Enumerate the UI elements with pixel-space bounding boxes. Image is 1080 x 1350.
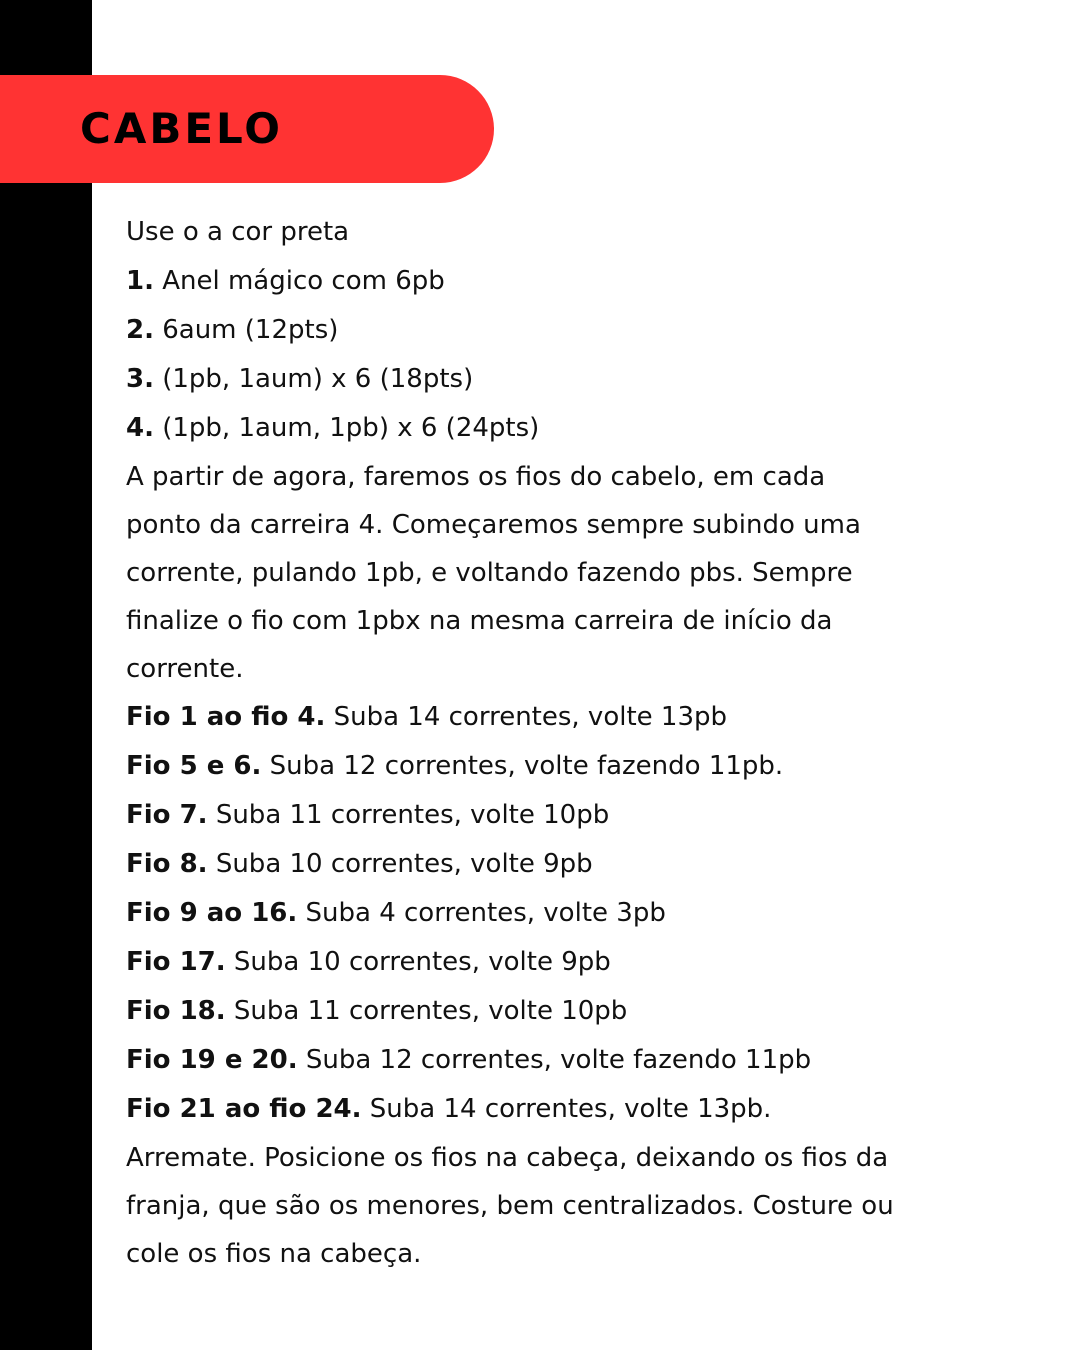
round-label: 4. [126, 413, 154, 443]
strand-label: Fio 21 ao fio 24. [126, 1094, 362, 1124]
strand-text: Suba 12 correntes, volte fazendo 11pb. [261, 751, 784, 781]
strand-label: Fio 19 e 20. [126, 1045, 298, 1075]
strand-text: Suba 10 correntes, volte 9pb [207, 849, 593, 879]
strand-row [126, 840, 926, 889]
round-row [126, 306, 926, 355]
strand-text: Suba 14 correntes, volte 13pb [325, 702, 727, 732]
round-label: 2. [126, 315, 154, 345]
strand-label: Fio 9 ao 16. [126, 898, 298, 928]
strand-label: Fio 1 ao fio 4. [126, 702, 326, 732]
paragraph-line: corrente. [126, 654, 244, 684]
round-row [126, 257, 926, 306]
title-banner [0, 75, 494, 183]
strand-label: Fio 7. [126, 800, 208, 830]
left-sidebar-bar [0, 0, 92, 1350]
round-label: 1. [126, 266, 154, 296]
strand-label: Fio 5 e 6. [126, 751, 262, 781]
strand-text: Suba 11 correntes, volte 10pb [225, 996, 628, 1026]
paragraph-line: ponto da carreira 4. Começaremos sempre subindo uma [126, 510, 861, 540]
intro-text: Use o a cor preta [126, 217, 350, 247]
strand-row [126, 938, 926, 987]
round-label: 3. [126, 364, 154, 394]
strand-text: Suba 11 correntes, volte 10pb [207, 800, 610, 830]
round-text: (1pb, 1aum, 1pb) x 6 (24pts) [153, 413, 540, 443]
strand-label: Fio 17. [126, 947, 226, 977]
strand-row [126, 889, 926, 938]
closing-line: Arremate. Posicione os fios na cabeça, deixando os fios da [126, 1143, 889, 1173]
round-text: 6aum (12pts) [153, 315, 339, 345]
strand-row [126, 742, 926, 791]
strand-text: Suba 10 correntes, volte 9pb [225, 947, 611, 977]
strand-text: Suba 12 correntes, volte fazendo 11pb [297, 1045, 812, 1075]
instructions-body [126, 208, 926, 1278]
strand-text: Suba 14 correntes, volte 13pb. [361, 1094, 772, 1124]
paragraph-line: finalize o fio com 1pbx na mesma carreira de início da [126, 606, 833, 636]
closing-paragraph [126, 1134, 926, 1278]
strand-label: Fio 18. [126, 996, 226, 1026]
strand-row [126, 791, 926, 840]
round-text: (1pb, 1aum) x 6 (18pts) [153, 364, 474, 394]
strand-row [126, 693, 926, 742]
round-row [126, 404, 926, 453]
page-title: CABELO [80, 104, 284, 153]
strand-row [126, 1036, 926, 1085]
round-text: Anel mágico com 6pb [153, 266, 445, 296]
closing-line: cole os fios na cabeça. [126, 1239, 422, 1269]
strand-row [126, 987, 926, 1036]
strand-instructions-paragraph [126, 453, 926, 693]
strand-text: Suba 4 correntes, volte 3pb [297, 898, 666, 928]
paragraph-line: A partir de agora, faremos os fios do cabelo, em cada [126, 462, 826, 492]
closing-line: franja, que são os menores, bem centralizados. Costure ou [126, 1191, 894, 1221]
strand-label: Fio 8. [126, 849, 208, 879]
paragraph-line: corrente, pulando 1pb, e voltando fazendo pbs. Sempre [126, 558, 853, 588]
round-row [126, 355, 926, 404]
strand-row [126, 1085, 926, 1134]
